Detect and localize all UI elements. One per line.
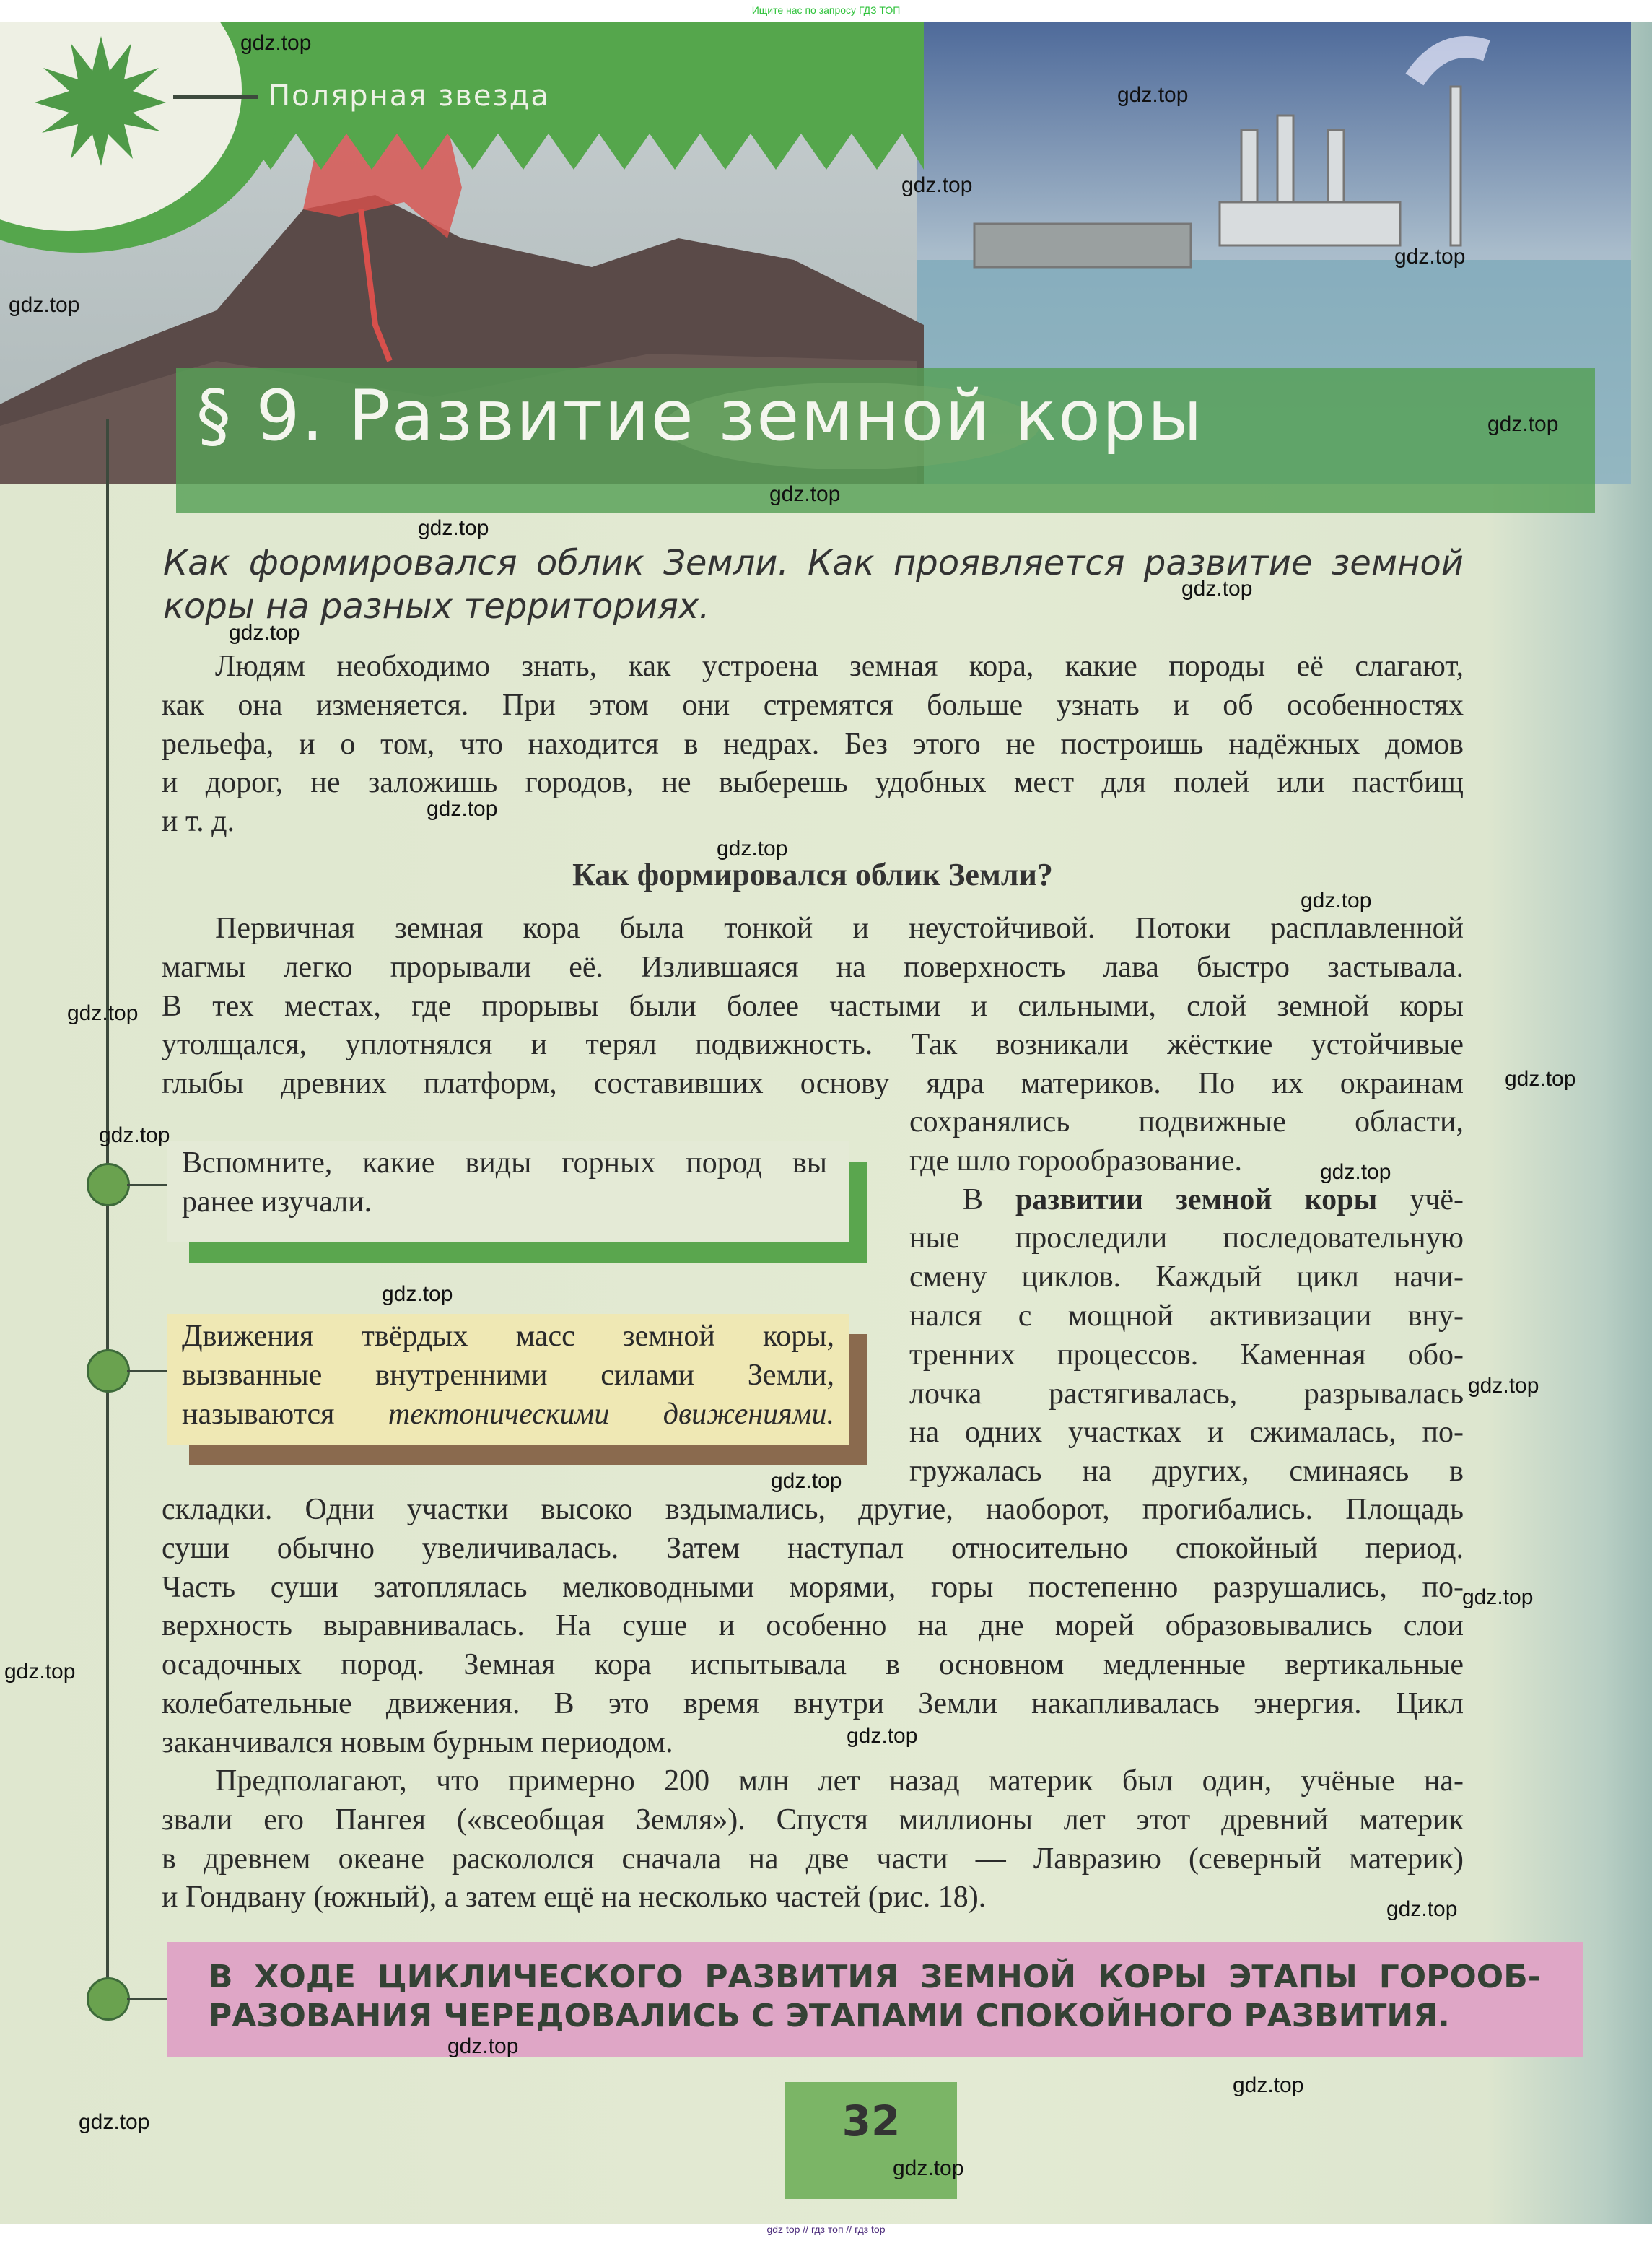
key-term: развитии земной коры <box>1015 1183 1378 1216</box>
watermark-text: gdz.top <box>447 2034 519 2058</box>
watermark-text: gdz.top <box>717 837 788 861</box>
text-line: нался с мощной активизации вну- <box>909 1299 1464 1333</box>
remember-box <box>167 1141 849 1242</box>
text-line: и дорог, не заложишь городов, не выберешь удобных мест для полей или пастбищ <box>162 766 1464 800</box>
watermark-text: gdz.top <box>1320 1160 1391 1184</box>
text-line: гружалась на других, сминаясь в <box>909 1455 1464 1489</box>
connector-line <box>127 1184 170 1186</box>
text-line: Часть суши затоплялась мелководными морями, горы постепенно разрушались, по- <box>162 1570 1464 1604</box>
text-line: где шло горообразование. <box>909 1144 1242 1177</box>
definition-box <box>167 1314 849 1445</box>
text-line: суши обычно увеличивалась. Затем наступал относительно спокойный период. <box>162 1531 1464 1565</box>
watermark-text: gdz.top <box>771 1469 842 1493</box>
text-line: складки. Одни участки высоко вздымались, другие, наоборот, прогибались. Площадь <box>162 1493 1464 1526</box>
watermark-text: gdz.top <box>229 621 300 645</box>
conclusion-line: РАЗОВАНИЯ ЧЕРЕДОВАЛИСЬ С ЭТАПАМИ СПОКОЙНОГО РАЗВИТИЯ. <box>209 1998 1450 2034</box>
definition-line <box>182 1395 834 1434</box>
watermark-text: gdz.top <box>1181 577 1253 601</box>
top-search-note: Ищите нас по запросу ГДЗ ТОП <box>751 4 901 16</box>
text-line: утолщался, уплотнялся и терял подвижность. Так возникали жёсткие устойчивые <box>162 1028 1464 1062</box>
text-line: верхность выравнивалась. На суше и особенно на дне морей образовывались слои <box>162 1609 1464 1643</box>
text: учё- <box>1377 1183 1464 1216</box>
watermark-text: gdz.top <box>1117 83 1189 107</box>
text-line: в древнем океане раскололся сначала на две части — Лавразию (северный материк) <box>162 1842 1464 1876</box>
connector-line <box>127 1370 170 1372</box>
watermark-text: gdz.top <box>847 1724 918 1748</box>
text-line: тренних процессов. Каменная обо- <box>909 1338 1464 1372</box>
text-line: сохранялись подвижные области, <box>909 1105 1464 1138</box>
text-line <box>909 1180 1464 1219</box>
section-heading: Как формировался облик Земли? <box>572 857 1053 892</box>
definition-term: тектоническими движениями. <box>388 1398 834 1431</box>
text-line: заканчивался новым бурным периодом. <box>162 1725 673 1759</box>
watermark-text: gdz.top <box>427 797 498 821</box>
bullet-dot <box>87 1163 130 1206</box>
text-line: Людям необходимо знать, как устроена земная кора, какие породы её слагают, <box>215 650 1464 683</box>
text-line: глыбы древних платформ, составивших основу ядра материков. По их окраинам <box>162 1067 1464 1101</box>
watermark-text: gdz.top <box>99 1123 170 1147</box>
text-line: и Гондвану (южный), а затем ещё на несколько частей (рис. 18). <box>162 1881 987 1915</box>
watermark-text: gdz.top <box>1233 2073 1304 2097</box>
text-line: ные проследили последовательную <box>909 1221 1464 1255</box>
timeline-line <box>106 419 109 2000</box>
watermark-text: gdz.top <box>1487 412 1559 436</box>
page-title: § 9. Развитие земной коры <box>196 375 1204 456</box>
connector-line <box>127 1998 170 2000</box>
text-line: Первичная земная кора была тонкой и неустойчивой. Потоки расплавленной <box>215 912 1464 945</box>
watermark-text: gdz.top <box>893 2156 964 2180</box>
subtitle-line: Как формировался облик Земли. Как проявляется развитие земной <box>163 543 1464 583</box>
watermark-text: gdz.top <box>1386 1897 1458 1921</box>
watermark-text: gdz.top <box>4 1660 76 1684</box>
watermark-text: gdz.top <box>67 1001 139 1025</box>
definition-text: называются <box>182 1398 388 1431</box>
watermark-text: gdz.top <box>769 482 841 506</box>
text-line: магмы легко прорывали её. Излившаяся на поверхность лава быстро застывала. <box>162 950 1464 984</box>
watermark-text: gdz.top <box>1462 1585 1534 1609</box>
bullet-dot <box>87 1349 130 1393</box>
text-line: как она изменяется. При этом они стремятся больше узнать и об особенностях <box>162 688 1464 722</box>
text: В <box>963 1183 1015 1216</box>
watermark-text: gdz.top <box>79 2110 150 2134</box>
text-line: колебательные движения. В это время внутри Земли накапливалась энергия. Цикл <box>162 1687 1464 1720</box>
text-line: Предполагают, что примерно 200 млн лет назад материк был один, учёные на- <box>215 1764 1464 1798</box>
text-line: рельефа, и о том, что находится в недрах. Без этого не построишь надёжных домов <box>162 727 1464 761</box>
watermark-text: gdz.top <box>9 293 80 317</box>
watermark-text: gdz.top <box>1468 1374 1539 1398</box>
subtitle-line: коры на разных территориях. <box>163 586 710 627</box>
watermark-text: gdz.top <box>418 516 489 540</box>
page-number: 32 <box>785 2082 957 2199</box>
bullet-dot <box>87 1977 130 2021</box>
remember-line: ранее изучали. <box>182 1185 372 1219</box>
definition-line: вызванные внутренними силами Земли, <box>182 1359 834 1392</box>
text-line: смену циклов. Каждый цикл начи- <box>909 1260 1464 1294</box>
text-line: и т. д. <box>162 805 235 839</box>
constellation-label: Полярная звезда <box>268 79 550 113</box>
conclusion-line: В ХОДЕ ЦИКЛИЧЕСКОГО РАЗВИТИЯ ЗЕМНОЙ КОРЫ ЭТАПЫ ГОРООБ- <box>209 1959 1541 1995</box>
text-line: на одних участках и сжималась, по- <box>909 1416 1464 1450</box>
definition-line: Движения твёрдых масс земной коры, <box>182 1320 834 1353</box>
watermark-text: gdz.top <box>240 31 312 55</box>
watermark-text: gdz.top <box>1505 1067 1576 1091</box>
watermark-text: gdz.top <box>901 173 973 197</box>
text-line: лочка растягивалась, разрывалась <box>909 1377 1464 1411</box>
bottom-note: gdz top // гдз топ // гдз top <box>766 2224 886 2235</box>
watermark-text: gdz.top <box>1394 245 1466 269</box>
text-line: В тех местах, где прорывы были более частыми и сильными, слой земной коры <box>162 989 1464 1023</box>
text-line: звали его Пангея («всеобщая Земля»). Спустя миллионы лет этот древний материк <box>162 1803 1464 1837</box>
watermark-text: gdz.top <box>382 1282 453 1306</box>
remember-line: Вспомните, какие виды горных пород вы <box>182 1146 827 1180</box>
text-line: осадочных пород. Земная кора испытывала в основном медленные вертикальные <box>162 1648 1464 1682</box>
watermark-text: gdz.top <box>1301 889 1372 913</box>
conclusion-box <box>167 1942 1583 2057</box>
